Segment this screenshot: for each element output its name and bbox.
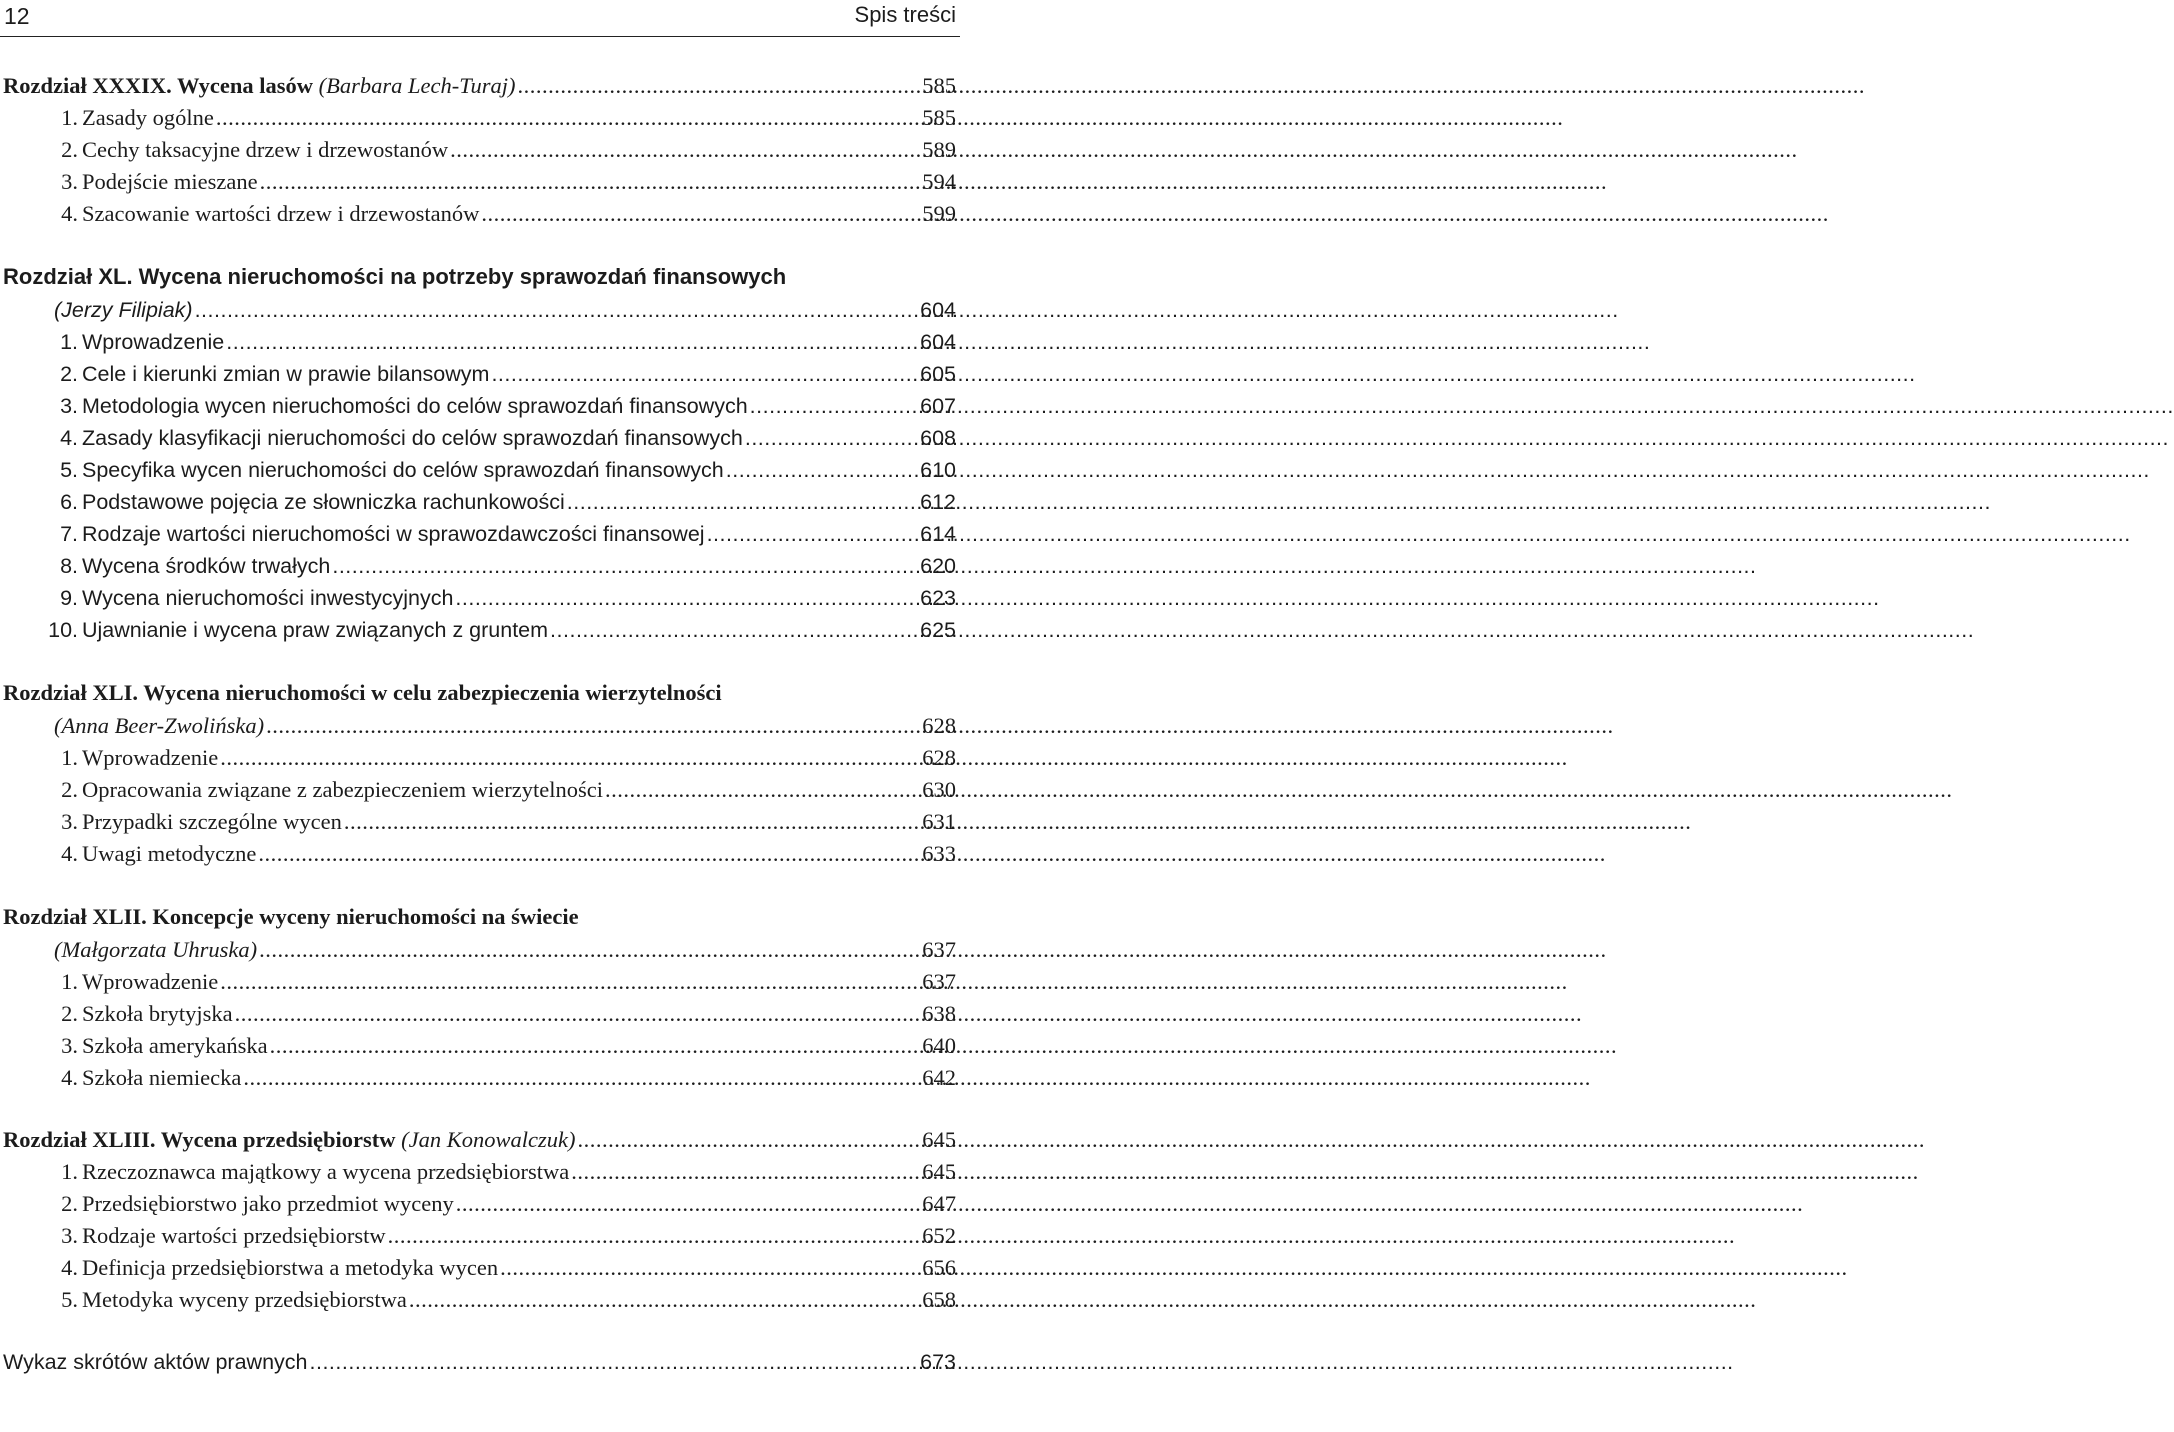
chapter-author-entry[interactable] (0, 294, 960, 326)
section-entry[interactable] (0, 614, 960, 646)
chapter-heading-entry[interactable] (0, 1124, 960, 1156)
section-title: Zasady ogólne (82, 105, 214, 130)
chapter-author-entry[interactable] (0, 710, 960, 742)
page-ref: 630 (922, 777, 956, 802)
leader-dots (577, 1124, 1925, 1156)
page-ref: 610 (920, 458, 956, 482)
section-entry[interactable] (0, 774, 960, 806)
page-ref: 673 (920, 1350, 956, 1374)
section-title: Opracowania związane z zabezpieczeniem wierzytelności (82, 777, 603, 802)
section-title: Rodzaje wartości nieruchomości w sprawozdawczości finansowej (82, 522, 705, 546)
section-number: 5. (60, 458, 78, 482)
section-entry[interactable] (0, 998, 960, 1030)
section-title: Szacowanie wartości drzew i drzewostanów (82, 201, 480, 226)
section-entry[interactable] (0, 582, 960, 614)
page-ref: 637 (922, 969, 956, 994)
leader-dots (332, 550, 1756, 582)
section-title: Rzeczoznawca majątkowy a wycena przedsiębiorstwa (82, 1159, 570, 1184)
section-entry[interactable] (0, 1062, 960, 1094)
section-entry[interactable] (0, 966, 960, 998)
section-title: Przedsiębiorstwo jako przedmiot wyceny (82, 1191, 454, 1216)
leader-dots (409, 1284, 1757, 1316)
page-ref: 623 (920, 586, 956, 610)
chapter-prefix: Rozdział XXXIX. (3, 73, 172, 98)
section-title: Cele i kierunki zmian w prawie bilansowym (82, 362, 490, 386)
chapter-author-entry[interactable] (0, 934, 960, 966)
page-ref: 589 (922, 137, 956, 162)
section-number: 7. (60, 522, 78, 546)
section-entry[interactable] (0, 358, 960, 390)
section-number: 6. (60, 490, 78, 514)
page-ref: 633 (922, 841, 956, 866)
chapter-author: (Małgorzata Uhruska) (54, 937, 258, 962)
section-entry[interactable] (0, 1188, 960, 1220)
leader-dots (500, 1252, 1848, 1284)
section-entry[interactable] (0, 518, 960, 550)
leader-dots (456, 1188, 1804, 1220)
chapter-prefix: Rozdział XLIII. (3, 1127, 156, 1152)
section-number: 3. (61, 169, 78, 194)
section-title: Uwagi metodyczne (82, 841, 257, 866)
section-number: 1. (61, 969, 78, 994)
section-entry[interactable] (0, 742, 960, 774)
chapter-title: Wycena nieruchomości w celu zabezpieczenia wierzytelności (138, 680, 722, 705)
chapter-prefix: Rozdział XLI. (3, 680, 138, 705)
section-number: 5. (61, 1287, 78, 1312)
section-number: 4. (61, 201, 78, 226)
page-ref: 658 (922, 1287, 956, 1312)
chapter-xli (0, 676, 960, 870)
section-title: Szkoła niemiecka (82, 1065, 242, 1090)
section-title: Rodzaje wartości przedsiębiorstw (82, 1223, 386, 1248)
section-entry[interactable] (0, 102, 960, 134)
page-ref: 638 (922, 1001, 956, 1026)
section-title: Podejście mieszane (82, 169, 258, 194)
section-title: Definicja przedsiębiorstwa a metodyka wycen (82, 1255, 499, 1280)
chapter-xxxix (0, 70, 960, 230)
page-ref: 652 (922, 1223, 956, 1248)
section-entry[interactable] (0, 1220, 960, 1252)
leader-dots (344, 806, 1692, 838)
section-title: Wycena środków trwałych (82, 554, 331, 578)
page-ref: 625 (920, 618, 956, 642)
section-number: 4. (61, 1065, 78, 1090)
chapter-heading (0, 900, 960, 934)
page-ref: 620 (920, 554, 956, 578)
section-title: Szkoła brytyjska (82, 1001, 233, 1026)
section-title: Cechy taksacyjne drzew i drzewostanów (82, 137, 449, 162)
page-ref: 605 (920, 362, 956, 386)
section-number: 3. (61, 1033, 78, 1058)
chapter-author: (Jerzy Filipiak) (54, 298, 193, 322)
leader-dots (567, 486, 1991, 518)
chapter-prefix: Rozdział XL. (3, 264, 133, 289)
leader-dots (571, 1156, 1919, 1188)
section-number: 1. (60, 330, 78, 354)
section-title: Wprowadzenie (82, 330, 225, 354)
section-list (0, 742, 960, 870)
page-ref: 585 (922, 73, 956, 98)
page-header (0, 0, 960, 37)
chapter-prefix: Rozdział XLII. (3, 904, 147, 929)
section-list (0, 102, 960, 230)
chapter-author: (Jan Konowalczuk) (401, 1127, 576, 1152)
section-title: Zasady klasyfikacji nieruchomości do celów sprawozdań finansowych (82, 426, 743, 450)
section-number: 3. (60, 394, 78, 418)
final-entry[interactable] (0, 1346, 960, 1378)
chapter-xliii (0, 1124, 960, 1316)
section-number: 1. (61, 1159, 78, 1184)
leader-dots (491, 358, 1915, 390)
page-ref: 604 (920, 330, 956, 354)
page-ref: 607 (920, 394, 956, 418)
page-ref: 647 (922, 1191, 956, 1216)
page-ref: 637 (922, 937, 956, 962)
page-ref: 628 (922, 713, 956, 738)
page-ref: 628 (922, 745, 956, 770)
page-ref: 594 (922, 169, 956, 194)
chapter-xl (0, 260, 960, 646)
chapter-heading (0, 260, 960, 294)
section-title: Przypadki szczególne wycen (82, 809, 342, 834)
chapter-heading (0, 676, 960, 710)
section-list (0, 966, 960, 1094)
chapter-title: Wycena przedsiębiorstw (155, 1127, 402, 1152)
leader-dots (750, 390, 2174, 422)
section-number: 2. (61, 1001, 78, 1026)
section-number: 1. (61, 105, 78, 130)
section-number: 8. (60, 554, 78, 578)
section-entry[interactable] (0, 1030, 960, 1062)
page-ref: 631 (922, 809, 956, 834)
section-title: Podstawowe pojęcia ze słowniczka rachunkowości (82, 490, 565, 514)
leader-dots (745, 422, 2169, 454)
page-ref: 604 (920, 298, 956, 322)
section-title: Metodologia wycen nieruchomości do celów sprawozdań finansowych (82, 394, 748, 418)
leader-dots (455, 582, 1879, 614)
section-number: 3. (61, 809, 78, 834)
leader-dots (450, 134, 1798, 166)
section-number: 4. (61, 841, 78, 866)
section-entry[interactable] (0, 486, 960, 518)
section-title: Ujawnianie i wycena praw związanych z gruntem (82, 618, 549, 642)
section-entry[interactable] (0, 166, 960, 198)
page-ref: 645 (922, 1127, 956, 1152)
leader-dots (481, 198, 1829, 230)
chapter-heading-entry[interactable] (0, 70, 960, 102)
section-entry[interactable] (0, 198, 960, 230)
chapter-title: Wycena nieruchomości na potrzeby sprawozdań finansowych (132, 264, 787, 289)
section-title: Specyfika wycen nieruchomości do celów sprawozdań finansowych (82, 458, 724, 482)
chapter-author: (Anna Beer-Zwolińska) (54, 713, 265, 738)
section-number: 9. (60, 586, 78, 610)
section-number: 2. (61, 777, 78, 802)
page-number: 12 (4, 3, 30, 29)
leader-dots (518, 70, 1866, 102)
page-ref: 645 (922, 1159, 956, 1184)
section-entry[interactable] (0, 1252, 960, 1284)
section-title: Wprowadzenie (82, 969, 219, 994)
page-ref: 614 (920, 522, 956, 546)
leader-dots (605, 774, 1953, 806)
page-ref: 599 (922, 201, 956, 226)
section-title: Metodyka wyceny przedsiębiorstwa (82, 1287, 407, 1312)
section-entry[interactable] (0, 134, 960, 166)
section-entry[interactable] (0, 1284, 960, 1316)
section-title: Wycena nieruchomości inwestycyjnych (82, 586, 454, 610)
page-ref: 640 (922, 1033, 956, 1058)
page-ref: 585 (922, 105, 956, 130)
section-entry[interactable] (0, 454, 960, 486)
page-ref: 642 (922, 1065, 956, 1090)
section-list (0, 1156, 960, 1316)
section-number: 1. (61, 745, 78, 770)
leader-dots (310, 1346, 1734, 1378)
chapter-title: Koncepcje wyceny nieruchomości na świecie (146, 904, 579, 929)
section-title: Wprowadzenie (82, 745, 219, 770)
page-ref: 608 (920, 426, 956, 450)
section-title: Szkoła amerykańska (82, 1033, 268, 1058)
section-list (0, 326, 960, 646)
page-ref: 612 (920, 490, 956, 514)
chapter-author: (Barbara Lech-Turaj) (318, 73, 516, 98)
chapter-xlii (0, 900, 960, 1094)
section-number: 2. (61, 1191, 78, 1216)
section-entry[interactable] (0, 1156, 960, 1188)
running-title: Spis treści (854, 2, 956, 27)
chapter-title: Wycena lasów (171, 73, 319, 98)
section-entry[interactable] (0, 550, 960, 582)
final-entry-title: Wykaz skrótów aktów prawnych (3, 1350, 308, 1374)
section-entry[interactable] (0, 390, 960, 422)
leader-dots (388, 1220, 1736, 1252)
section-entry[interactable] (0, 838, 960, 870)
section-number: 4. (60, 426, 78, 450)
section-number: 3. (61, 1223, 78, 1248)
section-number: 2. (60, 362, 78, 386)
section-entry[interactable] (0, 422, 960, 454)
section-entry[interactable] (0, 806, 960, 838)
table-of-contents (0, 70, 960, 1378)
leader-dots (550, 614, 1974, 646)
page-ref: 656 (922, 1255, 956, 1280)
section-entry[interactable] (0, 326, 960, 358)
section-number: 4. (61, 1255, 78, 1280)
section-number: 2. (61, 137, 78, 162)
section-number: 10. (48, 618, 78, 642)
